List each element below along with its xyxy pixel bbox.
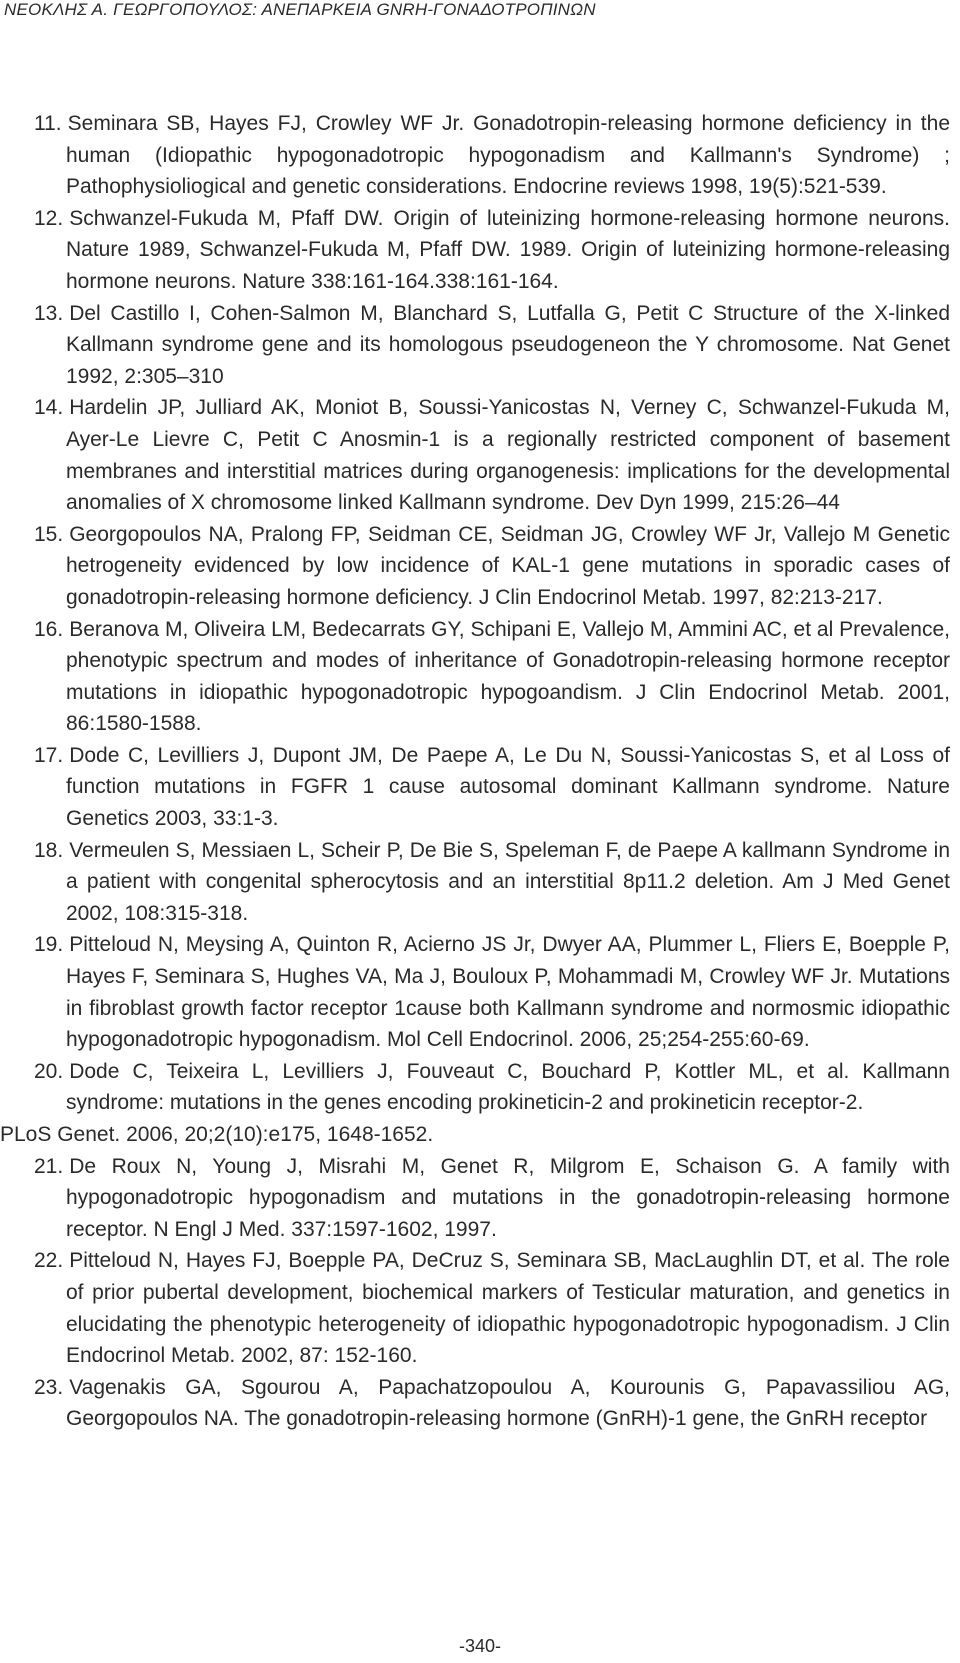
reference-number: 23. (34, 1375, 64, 1399)
reference-item (34, 614, 950, 740)
reference-first-part (34, 1056, 950, 1119)
reference-number: 20. (34, 1059, 64, 1083)
reference-text: Beranova M, Oliveira LM, Bedecarrats GY, Schipani E, Vallejo M, Ammini AC, et al Prevalence, phenotypic spectrum and modes of inheritance of Gonadotropin-releasing hormone receptor mutations in idiopathic hypogonadotropic hypogoandism. J Clin Endocrinol Metab. 2001, 86:1580-1588. (66, 617, 950, 736)
reference-item (34, 108, 950, 203)
reference-text: Vermeulen S, Messiaen L, Scheir P, De Bie S, Speleman F, de Paepe A kallmann Syndrome in a patient with congenital spherocytosis and an interstitial 8p11.2 deletion. Am J Med Genet 2002, 108:315-318. (66, 838, 950, 925)
reference-text: De Roux N, Young J, Misrahi M, Genet R, Milgrom E, Schaison G. A family with hypogonadotropic hypogonadism and mutations in the gonadotropin-releasing hormone receptor. N Engl J Med. 337:1597-1602, 1997. (66, 1154, 950, 1241)
reference-text: Pitteloud N, Meysing A, Quinton R, Acierno JS Jr, Dwyer AA, Plummer L, Fliers E, Boepple P, Hayes F, Seminara S, Hughes VA, Ma J, Bouloux P, Mohammadi M, Crowley WF Jr. Mutations in fibroblast growth factor receptor 1cause both Kallmann syndrome and normosmic idiopathic hypogonadotropic hypogonadism. Mol Cell Endocrinol. 2006, 25;254-255:60-69. (66, 933, 950, 1052)
reference-item (34, 1151, 950, 1246)
reference-item (34, 1245, 950, 1371)
reference-item (34, 835, 950, 930)
reference-item (34, 298, 950, 393)
reference-number: 18. (34, 838, 64, 862)
reference-item (34, 203, 950, 298)
reference-text: Seminara SB, Hayes FJ, Crowley WF Jr. Gonadotropin-releasing hormone deficiency in the human (Idiopathic hypogonadotropic hypogonadism and Kallmann's Syndrome) ; Pathophysioliogical and genetic considerations. Endocrine reviews 1998, 19(5):521-539. (66, 112, 950, 199)
reference-number: 16. (34, 617, 64, 641)
reference-text: Hardelin JP, Julliard AK, Moniot B, Soussi-Yanicostas N, Verney C, Schwanzel-Fukuda M, Ayer-Le Lievre C, Petit C Anosmin-1 is a regionally restricted component of basement membranes and interstitial matrices during organogenesis: implications for the developmental anomalies of X chromosome linked Kallmann syndrome. Dev Dyn 1999, 215:26–44 (66, 396, 950, 515)
reference-number: 12. (34, 206, 64, 230)
reference-item (34, 740, 950, 835)
reference-item (34, 519, 950, 614)
reference-number: 15. (34, 522, 64, 546)
reference-number: 17. (34, 743, 64, 767)
reference-number: 13. (34, 301, 64, 325)
reference-text: Pitteloud N, Hayes FJ, Boepple PA, DeCruz S, Seminara SB, MacLaughlin DT, et al. The role of prior pubertal development, biochemical markers of Testicular maturation, and genetics in elucidating the phenotypic heterogeneity of idiopathic hypogonadotropic hypogonadism. J Clin Endocrinol Metab. 2002, 87: 152-160. (66, 1249, 950, 1368)
reference-number: 19. (34, 933, 64, 957)
reference-number: 22. (34, 1249, 64, 1273)
reference-text: Dode C, Levilliers J, Dupont JM, De Paepe A, Le Du N, Soussi-Yanicostas S, et al Loss of function mutations in FGFR 1 cause autosomal dominant Kallmann syndrome. Nature Genetics 2003, 33:1-3. (66, 743, 950, 831)
reference-text: Dode C, Teixeira L, Levilliers J, Fouveaut C, Bouchard P, Kottler ML, et al. Kallmann syndrome: mutations in the genes encoding prokineticin-2 and prokineticin receptor-2. (66, 1059, 950, 1115)
reference-item (34, 929, 950, 1055)
reference-item (34, 1372, 950, 1435)
reference-number: 21. (34, 1154, 64, 1178)
reference-text: Del Castillo I, Cohen-Salmon M, Blanchard S, Lutfalla G, Petit C Structure of the X-linked Kallmann syndrome gene and its homologous pseudogeneon the Y chromosome. Nat Genet 1992, 2:305–310 (66, 301, 950, 388)
running-header: ΝΕΟΚΛΗΣ Α. ΓΕΩΡΓΟΠΟΥΛΟΣ: ΑΝΕΠΑΡΚΕΙΑ GNRH-ΓΟΝΑΔΟΤΡΟΠΙΝΩΝ (4, 0, 596, 19)
reference-text: Schwanzel-Fukuda M, Pfaff DW. Origin of luteinizing hormone-releasing hormone neurons. Nature 1989, Schwanzel-Fukuda M, Pfaff DW. 1989. Origin of luteinizing hormone-releasing hormone neurons. Nature 338:161-164.338:161-164. (66, 206, 950, 293)
reference-item (0, 1056, 950, 1151)
reference-number: 14. (34, 396, 64, 420)
reference-number: 11. (34, 112, 62, 135)
reference-list (0, 108, 950, 1435)
reference-continuation: PLoS Genet. 2006, 20;2(10):e175, 1648-1652. (0, 1123, 434, 1146)
page-number: -340- (458, 1636, 502, 1656)
reference-text: Vagenakis GA, Sgourou A, Papachatzopoulou A, Kourounis G, Papavassiliou AG, Georgopoulos NA. The gonadotropin-releasing hormone (GnRH)-1 gene, the GnRH receptor (66, 1375, 950, 1431)
reference-item (34, 392, 950, 518)
reference-text: Georgopoulos NA, Pralong FP, Seidman CE, Seidman JG, Crowley WF Jr, Vallejo M Genetic hetrogeneity evidenced by low incidence of KAL-1 gene mutations in sporadic cases of gonadotropin-releasing hormone deficiency. J Clin Endocrinol Metab. 1997, 82:213-217. (66, 522, 950, 609)
